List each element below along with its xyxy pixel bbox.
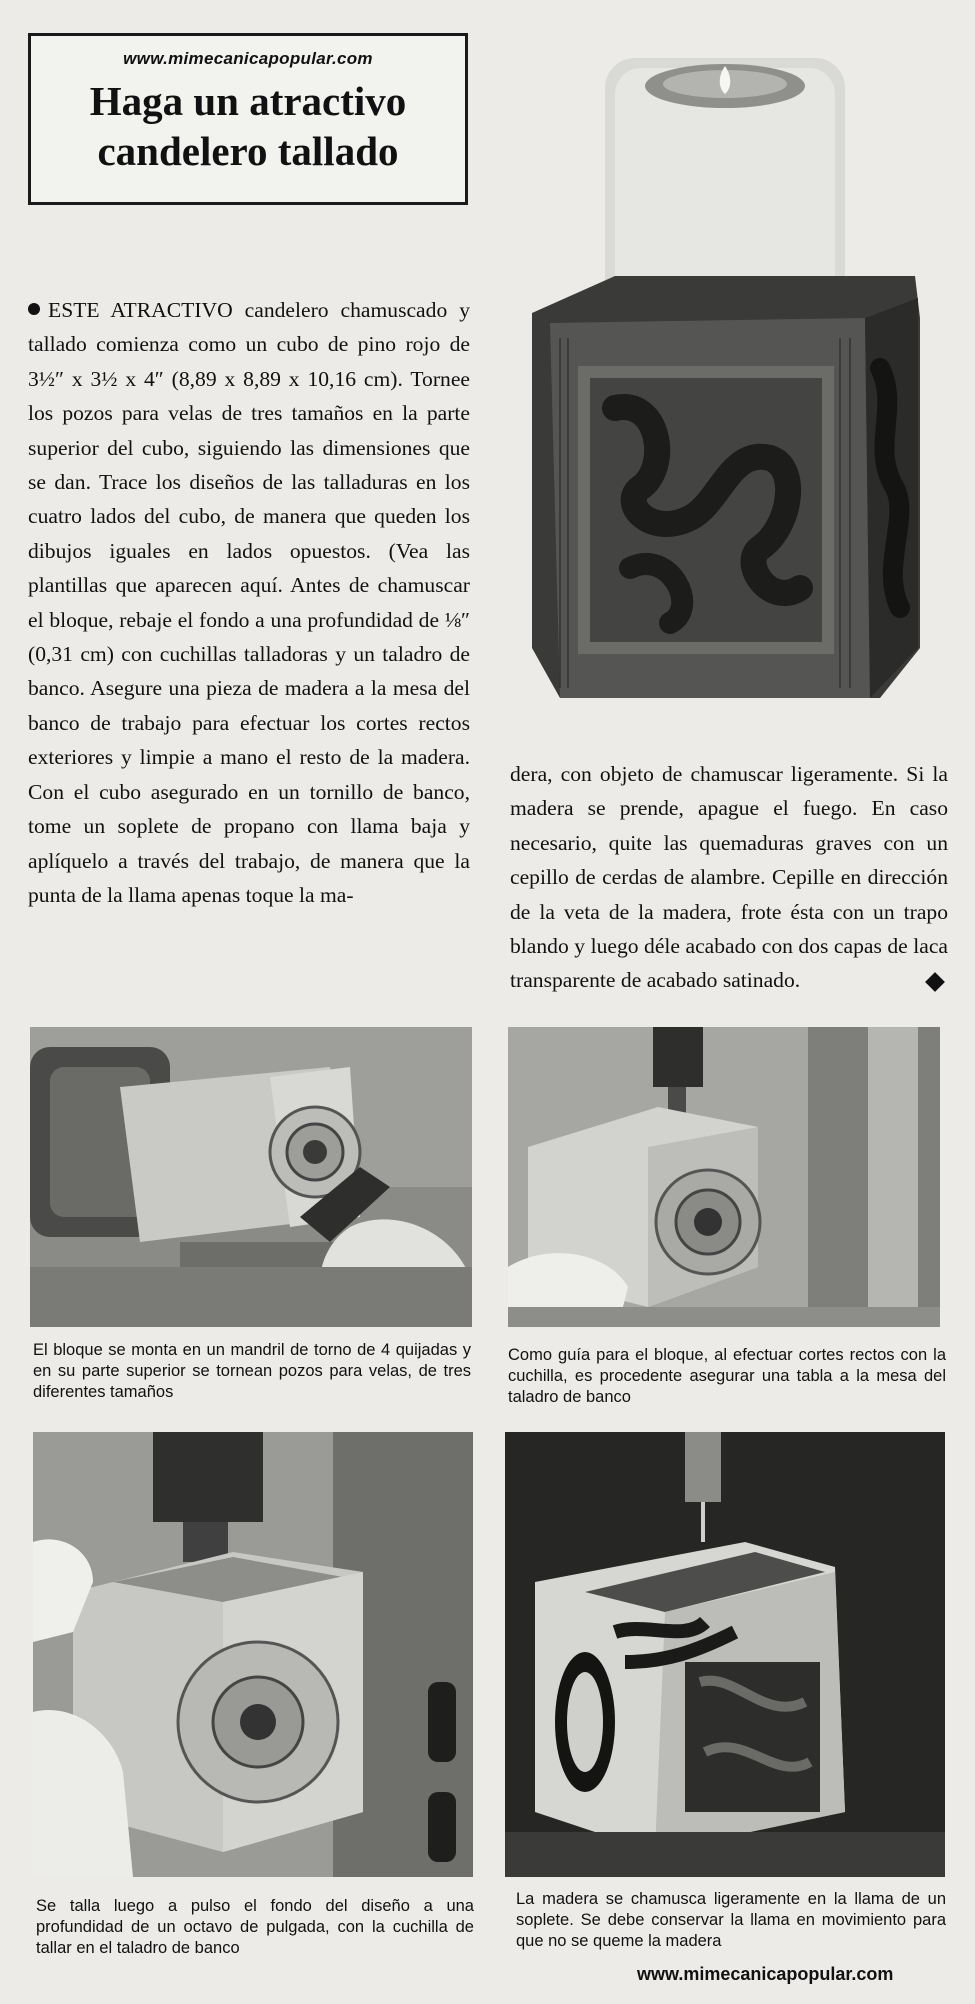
article-body-left — [28, 293, 470, 912]
article-headline — [31, 76, 465, 176]
torch-charring-photo — [505, 1432, 945, 1877]
article-body-right — [510, 757, 948, 998]
headline-line-2: candelero tallado — [97, 128, 399, 174]
candle-holder-photo — [520, 48, 920, 708]
bullet-icon — [28, 303, 40, 315]
photo3-caption: Se talla luego a pulso el fondo del diseño a una profundidad de un octavo de pulgada, con la cuchilla de tallar en el taladro de banco — [36, 1897, 474, 1957]
article-text-right: dera, con objeto de chamuscar ligeramente. Si la madera se prende, apague el fuego. En caso necesario, quite las quemaduras graves con un cepillo de cerdas de alambre. Cepille en dirección de la veta de la madera, frote ésta con un trapo blando y luego déle acabado con dos capas de laca transparente de acabado satinado. — [510, 762, 948, 993]
carving-drill-photo — [33, 1432, 473, 1877]
title-box — [28, 33, 468, 205]
headline-line-1: Haga un atractivo — [89, 78, 407, 124]
photo1-caption: El bloque se monta en un mandril de torno de 4 quijadas y en su parte superior se tornean pozos para velas, de tres diferentes tamaños — [33, 1341, 471, 1401]
drill-press-guide-photo — [508, 1027, 940, 1327]
lathe-chuck-photo — [30, 1027, 472, 1327]
site-url-footer: www.mimecanicapopular.com — [637, 1964, 894, 1984]
photo4-caption: La madera se chamusca ligeramente en la llama de un soplete. Se debe conservar la llama en movimiento para que no se queme la madera — [516, 1890, 946, 1950]
article-text-left: ESTE ATRACTIVO candelero chamuscado y tallado comienza como un cubo de pino rojo de 3½″ x 3½ x 4″ (8,89 x 8,89 x 10,16 cm). Tornee los pozos para velas de tres tamaños en la parte superior del cubo, siguiendo las dimensiones que se dan. Trace los diseños de las talladuras en los cuatro lados del cubo, de manera que queden los dibujos iguales en lados opuestos. (Vea las plantillas que aparecen aquí. Antes de chamuscar el bloque, rebaje el fondo a una profundidad de ⅛″ (0,31 cm) con cuchillas talladoras y un taladro de banco. Asegure una pieza de madera a la mesa del banco de trabajo para efectuar los cortes rectos exteriores y limpie a mano el resto de la madera. Con el cubo asegurado en un tornillo de banco, tome un soplete de propano con llama baja y aplíquelo a través del trabajo, de manera que la punta de la llama apenas toque la ma- — [28, 298, 470, 907]
site-url-header: www.mimecanicapopular.com — [123, 49, 373, 68]
photo2-caption: Como guía para el bloque, al efectuar cortes rectos con la cuchilla, es procedente asegurar una tabla a la mesa del taladro de banco — [508, 1346, 946, 1406]
